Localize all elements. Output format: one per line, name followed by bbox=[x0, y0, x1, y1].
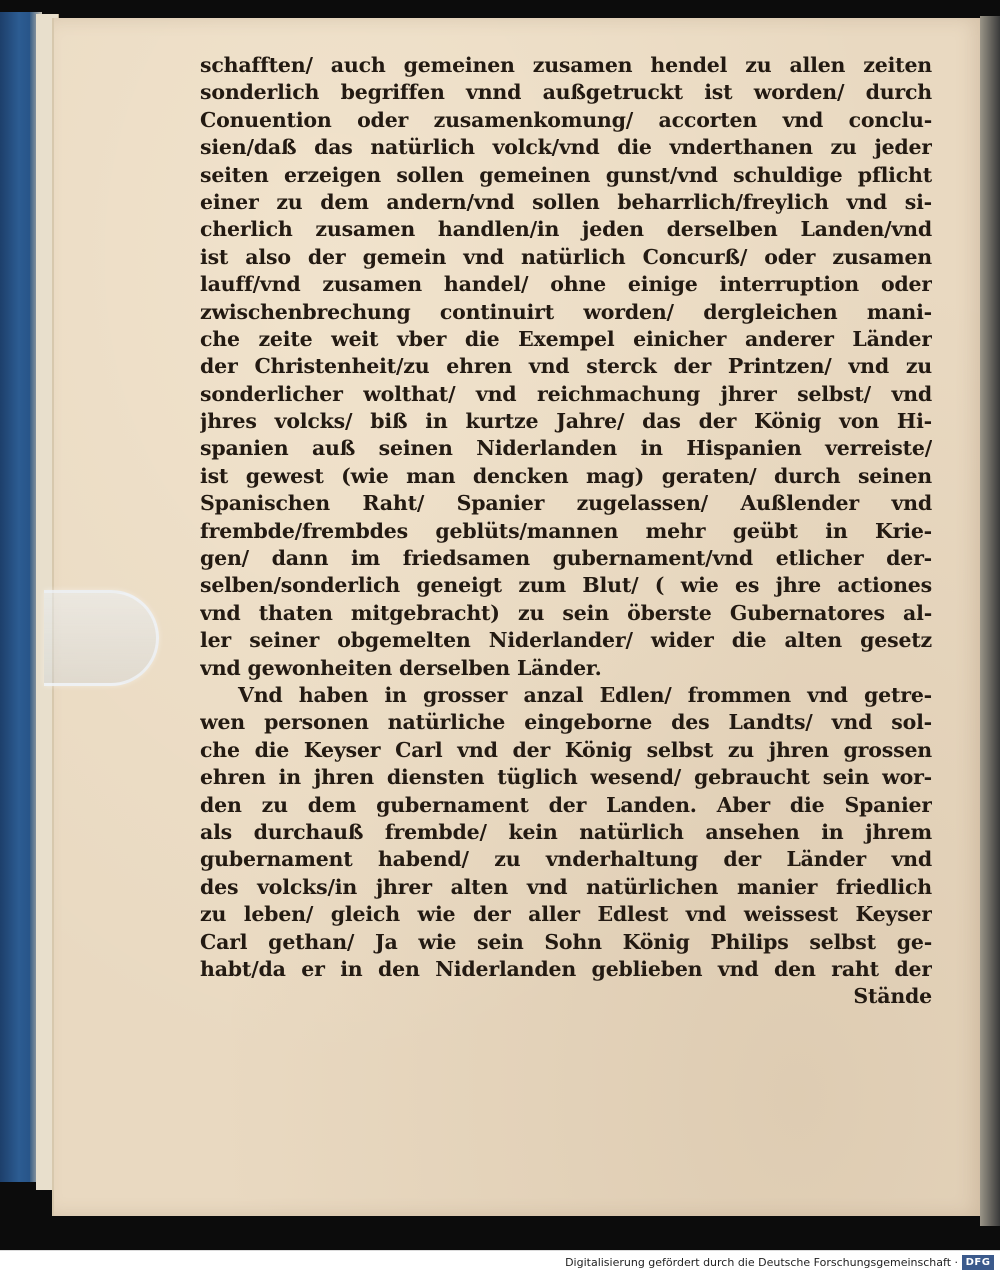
text-line: che die Keyser Carl vnd der König selbst zu jhren grossen bbox=[200, 737, 932, 762]
dfg-logo-icon: DFG bbox=[962, 1255, 994, 1270]
text-line: Spanischen Raht/ Spanier zugelassen/ Außlender vnd bbox=[200, 491, 932, 516]
text-line: schafften/ auch gemeinen zusamen hendel zu allen zeiten bbox=[200, 53, 932, 77]
text-line: sonderlich begriffen vnnd außgetruckt ist worden/ durch bbox=[200, 80, 932, 105]
text-line: ist also der gemein vnd natürlich Concurß/ oder zusamen bbox=[200, 244, 932, 269]
text-line: che zeite weit vber die Exempel einicher anderer Länder bbox=[200, 326, 932, 351]
text-line: ehren in jhren diensten tüglich wesend/ gebraucht sein wor- bbox=[200, 765, 932, 790]
text-line: gubernament habend/ zu vnderhaltung der Länder vnd bbox=[200, 847, 932, 872]
text-line: der Christenheit/zu ehren vnd sterck der Printzen/ vnd zu bbox=[200, 354, 932, 379]
text-line: ist gewest (wie man dencken mag) geraten/ durch seinen bbox=[200, 463, 932, 488]
page-stack-edge bbox=[980, 16, 1000, 1226]
text-line: einer zu dem andern/vnd sollen beharrlich/freylich vnd si- bbox=[200, 189, 932, 214]
text-line: habt/da er in den Niderlanden geblieben vnd den raht der bbox=[200, 956, 932, 981]
text-line: lauff/vnd zusamen handel/ ohne einige interruption oder bbox=[200, 272, 932, 297]
text-line: ler seiner obgemelten Niderlander/ wider die alten gesetz bbox=[200, 628, 932, 653]
text-line: vnd thaten mitgebracht) zu sein öberste Gubernatores al- bbox=[200, 600, 932, 625]
text-line: den zu dem gubernament der Landen. Aber die Spanier bbox=[200, 792, 932, 817]
text-line: wen personen natürliche eingeborne des Landts/ vnd sol- bbox=[200, 710, 932, 735]
page-text bbox=[200, 52, 932, 1011]
text-line: Conuention oder zusamenkomung/ accorten vnd conclu- bbox=[200, 107, 932, 132]
text-line: sonderlicher wolthat/ vnd reichmachung jhrer selbst/ vnd bbox=[200, 381, 932, 406]
text-line: Carl gethan/ Ja wie sein Sohn König Philips selbst ge- bbox=[200, 929, 932, 954]
funding-credit: Digitalisierung gefördert durch die Deutsche Forschungsgemeinschaft · bbox=[565, 1256, 958, 1269]
text-line: zwischenbrechung continuirt worden/ dergleichen mani- bbox=[200, 299, 932, 324]
text-line: selben/sonderlich geneigt zum Blut/ ( wie es jhre actiones bbox=[200, 573, 932, 598]
text-line: des volcks/in jhrer alten vnd natürlichen manier friedlich bbox=[200, 874, 932, 899]
text-line: seiten erzeigen sollen gemeinen gunst/vnd schuldige pflicht bbox=[200, 162, 932, 187]
text-line: gen/ dann im friedsamen gubernament/vnd etlicher der- bbox=[200, 546, 932, 571]
footer-bar bbox=[0, 1250, 1000, 1274]
text-line: spanien auß seinen Niderlanden in Hispanien verreiste/ bbox=[200, 436, 932, 461]
text-line: zu leben/ gleich wie der aller Edlest vnd weissest Keyser bbox=[200, 902, 932, 927]
text-line: vnd gewonheiten derselben Länder. bbox=[200, 655, 602, 680]
text-line: jhres volcks/ biß in kurtze Jahre/ das der König von Hi- bbox=[200, 409, 932, 434]
catchword: Stände bbox=[853, 984, 932, 1009]
paragraph-start-line: Vnd haben in grosser anzal Edlen/ frommen vnd getre- bbox=[238, 682, 932, 707]
text-line: frembde/frembdes geblüts/mannen mehr geübt in Krie- bbox=[200, 518, 932, 543]
page-clip bbox=[44, 590, 159, 686]
text-line: cherlich zusamen handlen/in jeden derselben Landen/vnd bbox=[200, 217, 932, 242]
text-line: als durchauß frembde/ kein natürlich ansehen in jhrem bbox=[200, 819, 932, 844]
text-line: sien/daß das natürlich volck/vnd die vnderthanen zu jeder bbox=[200, 135, 932, 160]
